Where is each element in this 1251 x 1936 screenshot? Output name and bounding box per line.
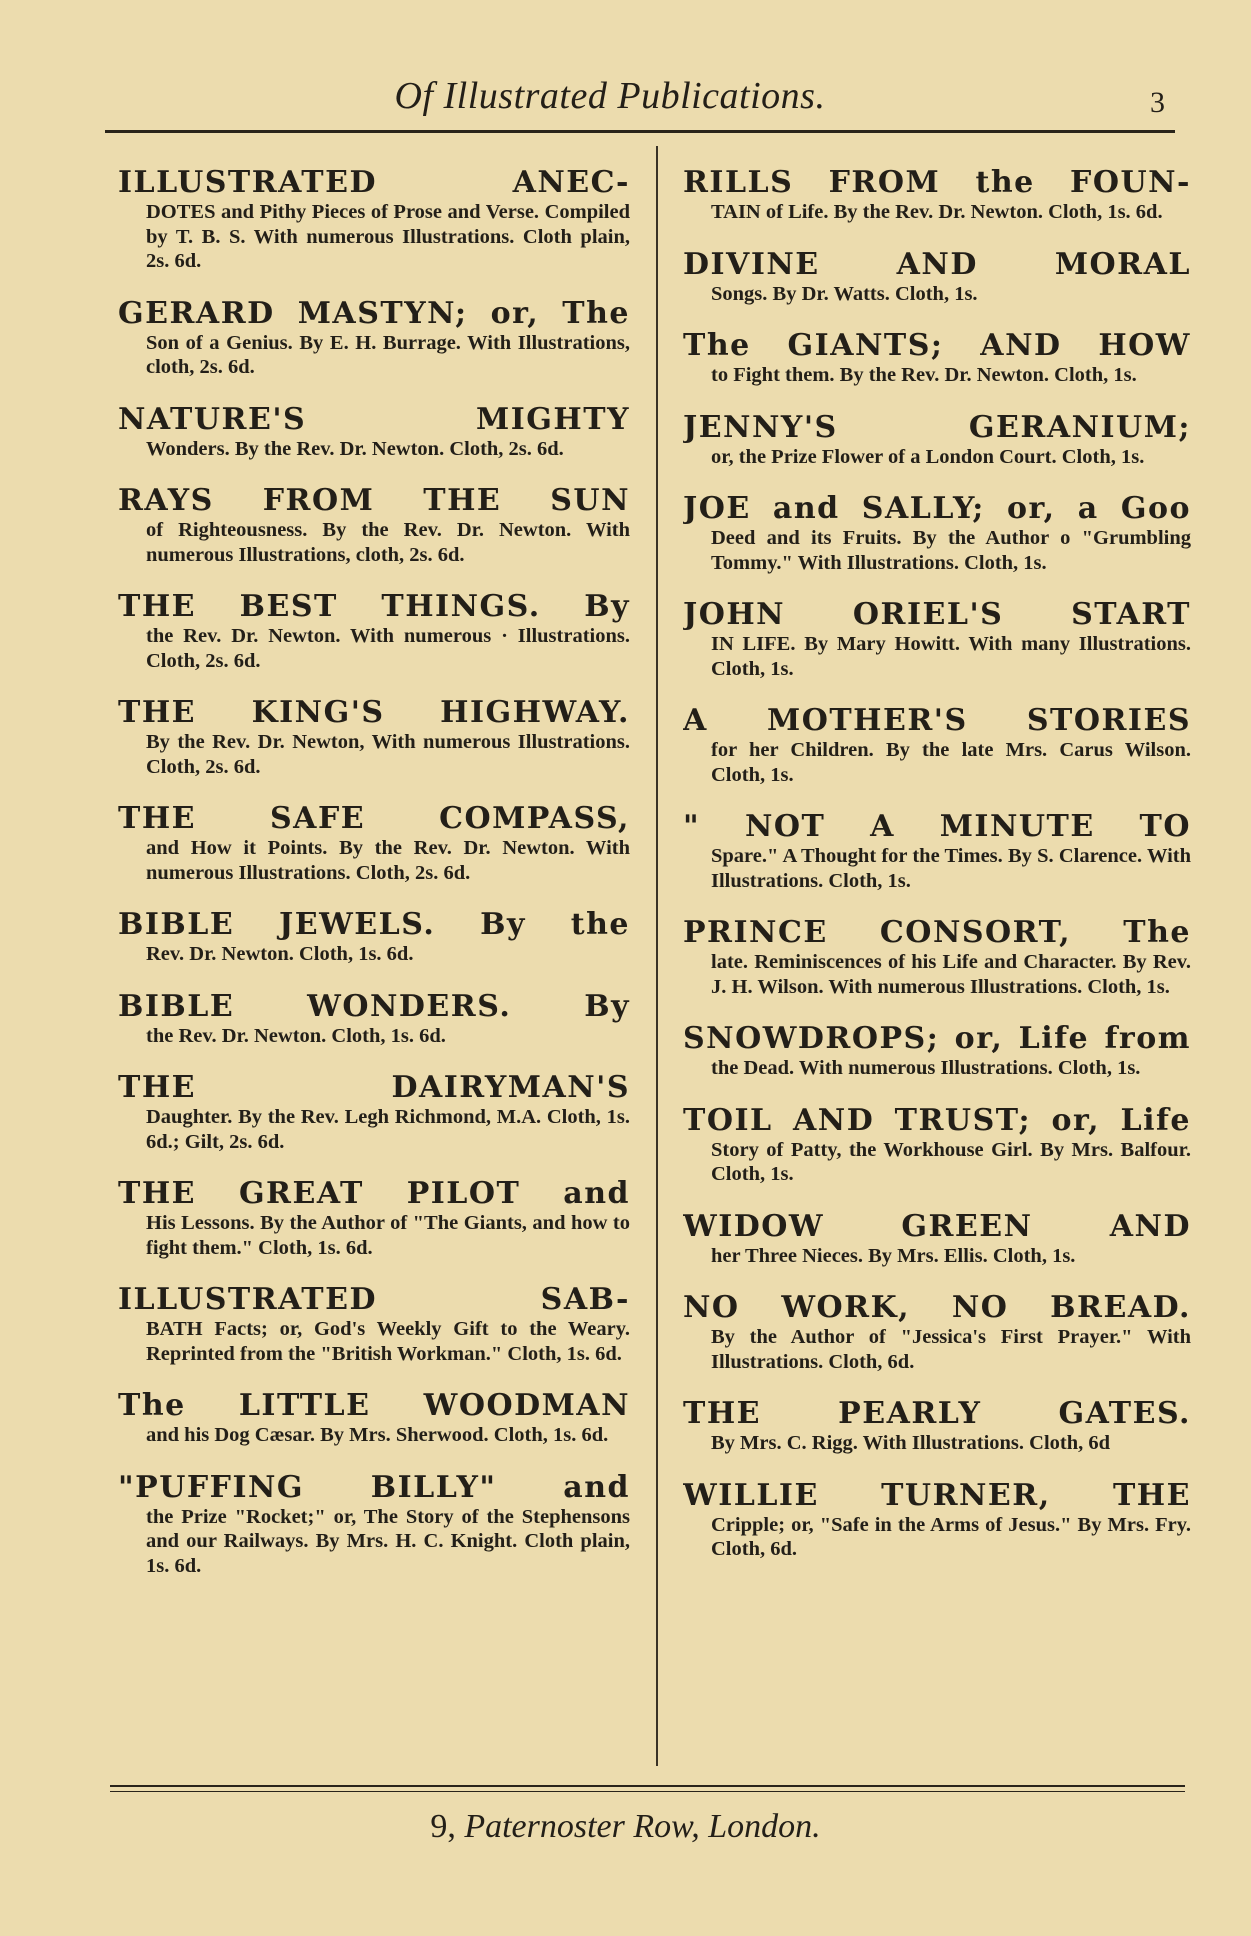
- catalog-entry: [683, 1103, 1191, 1187]
- left-column: [118, 165, 630, 1600]
- catalog-entry: [683, 597, 1191, 681]
- page-number: 3: [1150, 86, 1165, 119]
- entry-title: PRINCE CONSORT, The: [683, 915, 1191, 950]
- footer-number: 9,: [430, 1808, 456, 1845]
- catalog-entry: [683, 410, 1191, 470]
- entry-description: or, the Prize Flower of a London Court. Cloth, 1s.: [711, 445, 1145, 468]
- entry-description: Songs. By Dr. Watts. Cloth, 1s.: [711, 282, 978, 305]
- catalog-entry: [683, 1478, 1191, 1562]
- catalog-entry: [118, 1176, 630, 1260]
- entry-title: BIBLE JEWELS. By the: [118, 907, 630, 942]
- catalog-entry: [683, 915, 1191, 999]
- entry-description: Son of a Genius. By E. H. Burrage. With Illustrations, cloth, 2s. 6d.: [146, 331, 630, 378]
- entry-title: The GIANTS; AND HOW: [683, 328, 1191, 363]
- entry-description: the Dead. With numerous Illustrations. Cloth, 1s.: [711, 1057, 1141, 1079]
- entry-title: JOHN ORIEL'S START: [683, 597, 1191, 632]
- page-header: [0, 72, 1251, 128]
- catalog-entry: [118, 695, 630, 779]
- entry-title: WIDOW GREEN AND: [683, 1208, 1191, 1244]
- footer-rule-thin: [110, 1791, 1185, 1792]
- entry-description: and his Dog Cæsar. By Mrs. Sherwood. Cloth, 1s. 6d.: [146, 1424, 609, 1446]
- entry-title: A MOTHER'S STORIES: [683, 703, 1191, 738]
- catalog-entry: [118, 907, 630, 967]
- entry-title: " NOT A MINUTE TO: [683, 809, 1191, 844]
- catalog-entry: [118, 1388, 630, 1448]
- entry-description: Wonders. By the Rev. Dr. Newton. Cloth, 2s. 6d.: [146, 437, 564, 460]
- catalog-entry: [683, 491, 1191, 575]
- catalog-entry: [118, 402, 630, 462]
- entry-title: THE DAIRYMAN'S: [118, 1070, 630, 1105]
- entry-title: THE PEARLY GATES.: [683, 1396, 1191, 1431]
- entry-description: Cripple; or, "Safe in the Arms of Jesus." By Mrs. Fry. Cloth, 6d.: [711, 1513, 1191, 1560]
- entry-title: TOIL AND TRUST; or, Life: [683, 1102, 1191, 1138]
- entry-description: His Lessons. By the Author of "The Giants, and how to fight them." Cloth, 1s. 6d.: [146, 1212, 630, 1259]
- page-footer: [0, 1808, 1251, 1846]
- catalog-entry: [683, 1396, 1191, 1456]
- catalog-entry: [683, 1021, 1191, 1081]
- entry-title: THE BEST THINGS. By: [118, 589, 630, 624]
- entry-description: Rev. Dr. Newton. Cloth, 1s. 6d.: [146, 943, 414, 965]
- entry-title: THE KING'S HIGHWAY.: [118, 695, 630, 730]
- catalog-entry: [118, 989, 630, 1049]
- catalog-entry: [683, 809, 1191, 893]
- catalog-entry: [118, 296, 630, 380]
- entry-description: the Rev. Dr. Newton. With numerous · Illustrations. Cloth, 2s. 6d.: [146, 625, 630, 672]
- entry-description: to Fight them. By the Rev. Dr. Newton. Cloth, 1s.: [711, 364, 1137, 386]
- header-rule: [105, 130, 1175, 133]
- entry-description: Story of Patty, the Workhouse Girl. By Mrs. Balfour. Cloth, 1s.: [711, 1138, 1191, 1185]
- entry-description: TAIN of Life. By the Rev. Dr. Newton. Cloth, 1s. 6d.: [711, 201, 1163, 223]
- right-column: [683, 165, 1191, 1584]
- entry-title: GERARD MASTYN; or, The: [118, 295, 630, 331]
- catalog-entry: [118, 483, 630, 567]
- catalog-entry: [683, 703, 1191, 787]
- entry-title: BIBLE WONDERS. By: [118, 988, 630, 1024]
- entry-description: the Prize "Rocket;" or, The Story of the Stephensons and our Railways. By Mrs. H. C. Knight. Cloth plain, 1s. 6d.: [146, 1505, 630, 1577]
- entry-title: WILLIE TURNER, THE: [683, 1477, 1191, 1513]
- catalog-entry: [683, 1290, 1191, 1374]
- entry-title: JENNY'S GERANIUM;: [683, 409, 1191, 445]
- catalog-entry: [118, 1470, 630, 1579]
- entry-title: THE SAFE COMPASS,: [118, 801, 630, 836]
- entry-description: and How it Points. By the Rev. Dr. Newton. With numerous Illustrations. Cloth, 2s. 6d.: [146, 837, 630, 884]
- catalog-entry: [683, 165, 1191, 225]
- entry-description: Deed and its Fruits. By the Author o "Grumbling Tommy." With Illustrations. Cloth, 1s.: [711, 527, 1191, 574]
- entry-description: By the Rev. Dr. Newton, With numerous Illustrations. Cloth, 2s. 6d.: [146, 731, 630, 778]
- catalog-entry: [683, 1209, 1191, 1269]
- entry-title: NO WORK, NO BREAD.: [683, 1290, 1191, 1325]
- catalog-entry: [118, 1070, 630, 1154]
- entry-title: "PUFFING BILLY" and: [118, 1469, 630, 1505]
- entry-title: The LITTLE WOODMAN: [118, 1388, 630, 1423]
- entry-title: JOE and SALLY; or, a Goo: [683, 491, 1191, 526]
- footer-address: Paternoster Row, London.: [464, 1808, 821, 1845]
- catalog-entry: [683, 328, 1191, 388]
- entry-description: DOTES and Pithy Pieces of Prose and Verse. Compiled by T. B. S. With numerous Illustrations. Cloth plain, 2s. 6d.: [146, 201, 630, 272]
- entry-description: Spare." A Thought for the Times. By S. Clarence. With Illustrations. Cloth, 1s.: [711, 845, 1191, 892]
- entry-description: BATH Facts; or, God's Weekly Gift to the Weary. Reprinted from the "British Workman." Cloth, 1s. 6d.: [146, 1318, 630, 1365]
- entry-title: THE GREAT PILOT and: [118, 1176, 630, 1211]
- entry-description: IN LIFE. By Mary Howitt. With many Illustrations. Cloth, 1s.: [711, 633, 1191, 680]
- footer-rule: [110, 1785, 1185, 1787]
- catalog-entry: [118, 589, 630, 673]
- running-title: Of Illustrated Publications.: [394, 75, 826, 117]
- entry-title: SNOWDROPS; or, Life from: [683, 1021, 1191, 1056]
- catalog-entry: [118, 801, 630, 885]
- entry-title: ILLUSTRATED SAB-: [118, 1282, 630, 1317]
- entry-title: NATURE'S MIGHTY: [118, 401, 630, 437]
- entry-description: Daughter. By the Rev. Legh Richmond, M.A. Cloth, 1s. 6d.; Gilt, 2s. 6d.: [146, 1106, 630, 1153]
- catalog-entry: [118, 165, 630, 274]
- entry-title: RAYS FROM THE SUN: [118, 483, 630, 518]
- entry-description: of Righteousness. By the Rev. Dr. Newton. With numerous Illustrations, cloth, 2s. 6d.: [146, 519, 630, 566]
- entry-description: her Three Nieces. By Mrs. Ellis. Cloth, 1s.: [711, 1244, 1076, 1267]
- entry-description: late. Reminiscences of his Life and Character. By Rev. J. H. Wilson. With numerous Illustrations. Cloth, 1s.: [711, 951, 1191, 998]
- entry-description: for her Children. By the late Mrs. Carus Wilson. Cloth, 1s.: [711, 739, 1191, 786]
- entry-title: DIVINE AND MORAL: [683, 246, 1191, 282]
- entry-description: By the Author of "Jessica's First Prayer." With Illustrations. Cloth, 6d.: [711, 1326, 1191, 1373]
- column-divider: [656, 146, 658, 1766]
- entry-title: RILLS FROM the FOUN-: [683, 165, 1191, 200]
- entry-description: By Mrs. C. Rigg. With Illustrations. Cloth, 6d: [711, 1432, 1111, 1454]
- catalog-entry: [118, 1282, 630, 1366]
- catalog-entry: [683, 247, 1191, 307]
- entry-description: the Rev. Dr. Newton. Cloth, 1s. 6d.: [146, 1024, 446, 1047]
- entry-title: ILLUSTRATED ANEC-: [118, 165, 630, 200]
